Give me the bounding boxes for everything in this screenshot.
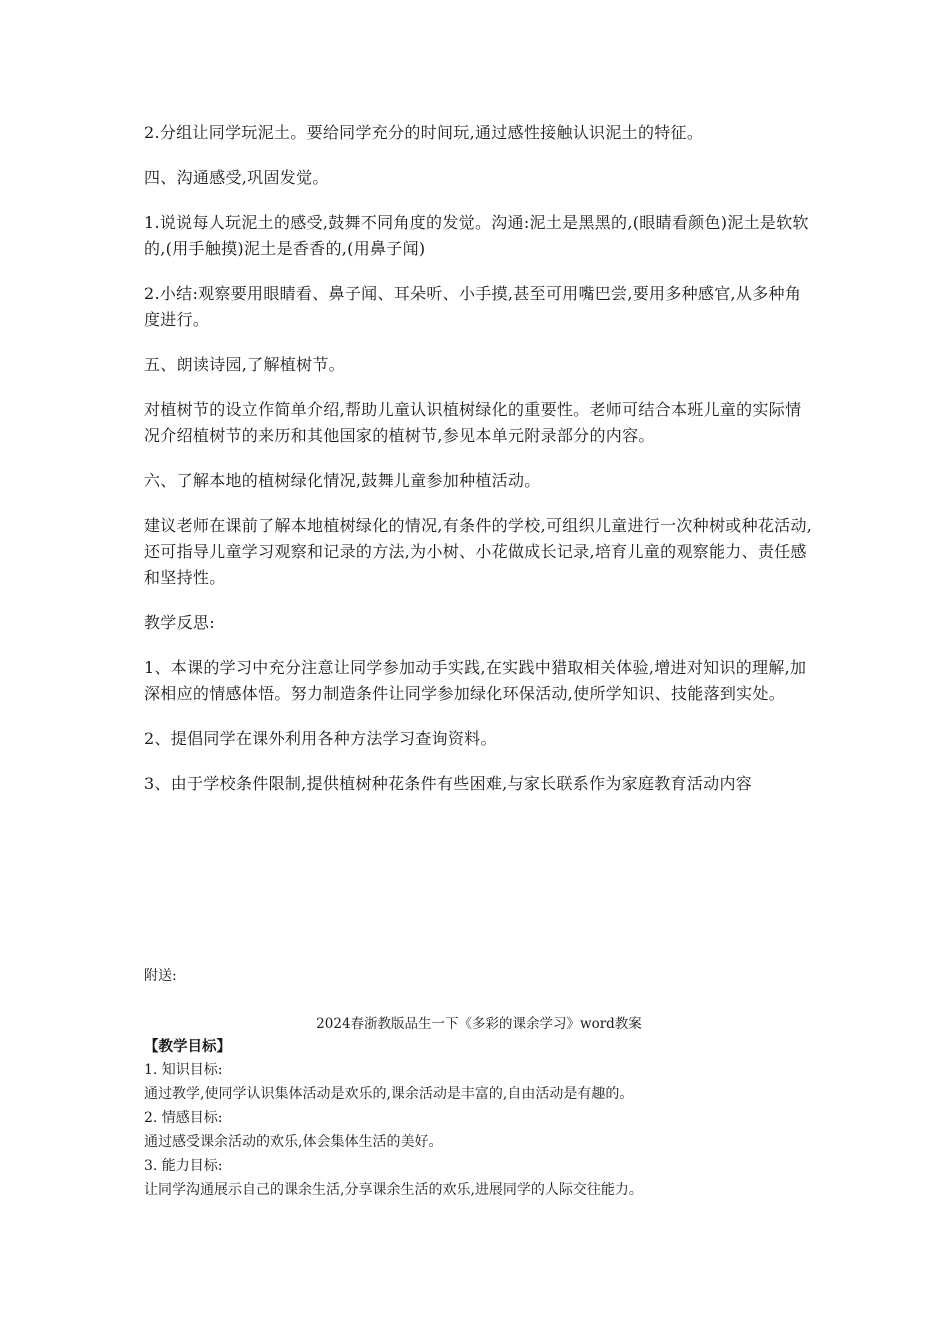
objectives-heading: 【教学目标】 (144, 1039, 231, 1055)
objective-label: 1. 知识目标: (144, 1062, 223, 1078)
section-heading: 六、了解本地的植树绿化情况,鼓舞儿童参加种植活动。 (144, 471, 541, 490)
paragraph: 2.小结:观察要用眼睛看、鼻子闻、耳朵听、小手摸,甚至可用嘴巴尝,要用多种感官,从多种角度进行。 (144, 284, 802, 329)
section-heading: 五、朗读诗园,了解植树节。 (144, 355, 345, 374)
paragraph: 3、由于学校条件限制,提供植树种花条件有些困难,与家长联系作为家庭教育活动内容 (144, 774, 753, 793)
paragraph: 建议老师在课前了解本地植树绿化的情况,有条件的学校,可组织儿童进行一次种树或种花活动,还可指导儿童学习观察和记录的方法,为小树、小花做成长记录,培育儿童的观察能力、责任感和坚持性。 (144, 516, 813, 587)
paragraph: 2、提倡同学在课外利用各种方法学习查询资料。 (144, 729, 497, 748)
objective-text: 通过感受课余活动的欢乐,体会集体生活的美好。 (144, 1134, 443, 1150)
objective-text: 让同学沟通展示自己的课余生活,分享课余生活的欢乐,进展同学的人际交往能力。 (144, 1182, 643, 1198)
section-heading: 四、沟通感受,巩固发觉。 (144, 168, 329, 187)
objective-label: 3. 能力目标: (144, 1158, 223, 1174)
objective-text: 通过教学,使同学认识集体活动是欢乐的,课余活动是丰富的,自由活动是有趣的。 (144, 1086, 634, 1102)
paragraph: 1.说说每人玩泥土的感受,鼓舞不同角度的发觉。沟通:泥土是黑黑的,(眼睛看颜色)泥土是软软的,(用手触摸)泥土是香香的,(用鼻子闻) (144, 213, 809, 258)
paragraph: 1、本课的学习中充分注意让同学参加动手实践,在实践中猎取相关体验,增进对知识的理解,加深相应的情感体悟。努力制造条件让同学参加绿化环保活动,使所学知识、技能落到实处。 (144, 658, 807, 703)
appendix-title: 2024春浙教版品生一下《多彩的课余学习》word教案 (316, 1016, 642, 1032)
appendix-section (144, 1014, 814, 1202)
paragraph: 对植树节的设立作简单介绍,帮助儿童认识植树绿化的重要性。老师可结合本班儿童的实际情况介绍植树节的来历和其他国家的植树节,参见本单元附录部分的内容。 (144, 400, 802, 445)
section-heading: 教学反思: (144, 613, 215, 632)
appendix-label: 附送: (144, 968, 177, 984)
paragraph: 2.分组让同学玩泥土。要给同学充分的时间玩,通过感性接触认识泥土的特征。 (144, 123, 704, 142)
main-text (144, 120, 814, 816)
objective-label: 2. 情感目标: (144, 1110, 223, 1126)
